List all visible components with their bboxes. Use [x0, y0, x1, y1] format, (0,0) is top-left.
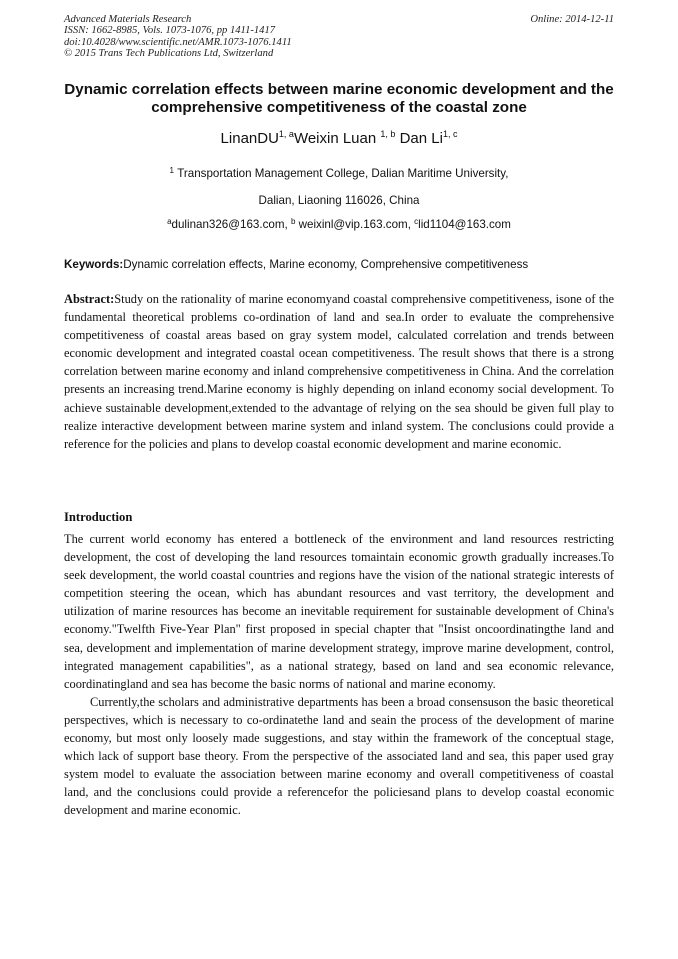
doi-line: doi:10.4028/www.scientific.net/AMR.1073-1076.1411	[64, 36, 292, 48]
keywords-text: Dynamic correlation effects, Marine economy, Comprehensive competitiveness	[123, 258, 529, 271]
copyright-line: © 2015 Trans Tech Publications Ltd, Switzerland	[64, 48, 274, 60]
abstract-label: Abstract:	[64, 292, 115, 306]
affiliation-line-1	[40, 167, 638, 181]
author-name: Dan Li	[399, 130, 443, 147]
affiliation-text: Transportation Management College, Dalian Maritime University,	[177, 167, 509, 180]
email-address: dulinan326@163.com,	[171, 218, 291, 231]
abstract	[64, 290, 614, 453]
author-name: LinanDU	[220, 130, 279, 147]
abstract-text: Study on the rationality of marine economyand coastal comprehensive competitiveness, isone of the fundamental theoretical problems co-ordination of land and sea.In order to evaluate the comprehensive competitiveness of coastal areas based on gray system model, calculated correlation and trends between economic development and integrated coastal ocean competitiveness. The result shows that there is a strong correlation between marine economy and inland comprehensive competitiveness in China. And the correlation presents an increasing trend.Marine economy is highly depending on inland economy social development. To achieve sustainable development,extended to the advantage of relying on the sea should be given full play to realize interactive development between marine system and inland system. The conclusions could provide a reference for the policies and plans to develop coastal economic development and marine economic.	[64, 292, 614, 451]
email-mark: a	[167, 217, 172, 226]
author-affiliation-mark: 1, b	[380, 129, 396, 139]
introduction-paragraph: The current world economy has entered a bottleneck of the environment and land resources restricting development, the cost of developing the land resources tomaintain economic growth gradually increases.To seek development, the world coastal countries and regions have the vision of the national strategic interests of competition steering the ocean, which has abundant resources and vast territory, the development and utilization of marine resources has become an inevitable requirement for sustainable development of China's economy."Twelfth Five-Year Plan" first proposed in special chapter that "Insist oncoordinatingthe land and sea, development and implementation of marine development strategy, improve marine development, control, integrated management capabilities", as a national strategy, based on land and sea economic relevance, coordinatingland and sea has become the basic norms of national and marine economy.	[64, 532, 614, 691]
issn-line: ISSN: 1662-8985, Vols. 1073-1076, pp 1411-1417	[64, 25, 276, 37]
keywords-label: Keywords:	[64, 258, 124, 271]
email-address: lid1104@163.com	[418, 218, 511, 231]
author-affiliation-mark: 1, c	[442, 129, 458, 139]
journal-name: Advanced Materials Research	[64, 14, 192, 25]
online-date: Online: 2014-12-11	[530, 14, 614, 25]
email-mark: c	[414, 217, 419, 226]
introduction-paragraph: Currently,the scholars and administrative departments has been a broad consensuson the basic theoretical perspectives, which is necessary to co-ordinatethe land and seain the process of the development of marine economy, but most only loosely made suggestions, and stay within the framework of the conceptual stage, which lack of support base theory. From the perspective of the associated land and sea, this paper used gray system model to evaluate the association between marine economy and overall competitiveness of coastal land, and the conclusions could provide a referencefor the policiesand plans to develop coastal economic development and marine economic.	[64, 694, 614, 818]
affiliation-mark: 1	[169, 166, 174, 175]
publication-header	[64, 14, 614, 60]
email-address: weixinl@vip.163.com,	[298, 218, 415, 231]
paper-title: Dynamic correlation effects between marine economic development and the comprehensive competitiveness of the coastal zone	[64, 81, 614, 116]
email-mark: b	[290, 217, 296, 226]
author-list	[40, 130, 638, 148]
section-heading-introduction: Introduction	[64, 510, 133, 524]
author-affiliation-mark: 1, a	[278, 129, 294, 139]
introduction-body	[64, 530, 614, 820]
author-name: Weixin Luan	[293, 130, 377, 147]
affiliation-line-2: Dalian, Liaoning 116026, China	[258, 194, 420, 207]
email-line	[40, 218, 638, 232]
keywords	[64, 258, 638, 272]
